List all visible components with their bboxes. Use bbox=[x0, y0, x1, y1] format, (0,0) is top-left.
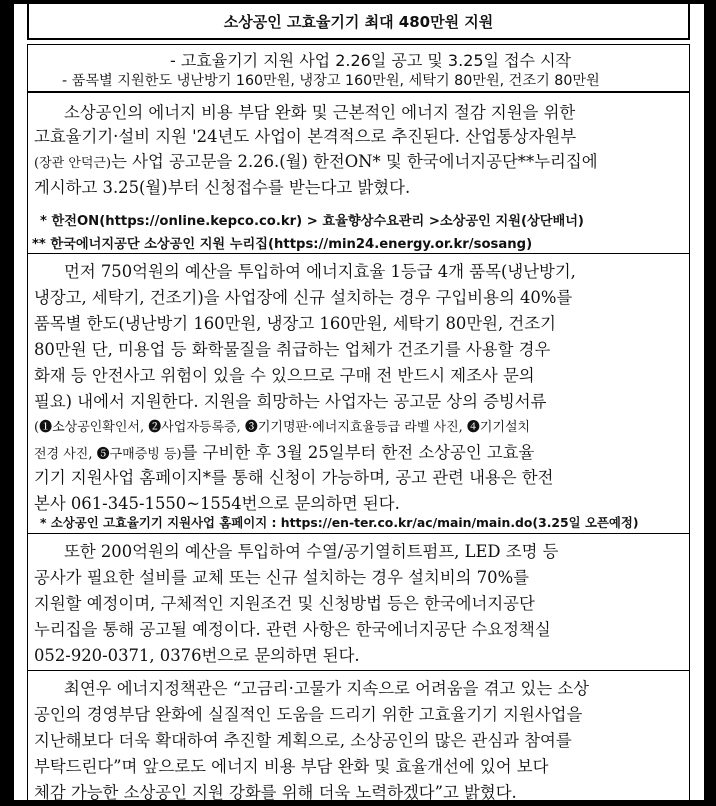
para1-line-2: 고효율기기·설비 지원 '24년도 사업이 본격적으로 추진된다. 산업통상자원부 bbox=[34, 127, 577, 146]
right-border bbox=[704, 0, 716, 806]
body-box bbox=[27, 92, 690, 800]
para2-line-10: 본사 061-345-1550~1554번으로 문의하면 된다. bbox=[34, 494, 400, 513]
para1-line-4: 게시하고 3.25(월)부터 신청접수를 받는다고 밝혔다. bbox=[34, 178, 411, 197]
separator-3 bbox=[28, 670, 689, 671]
para4-line-1: 최연우 에너지정책관은 “고금리·고물가 지속으로 어려움을 겪고 있는 소상 bbox=[64, 679, 590, 698]
separator-1 bbox=[28, 253, 689, 254]
para2-line-5: 화재 등 안전사고 위험이 있을 수 있으므로 구매 전 반드시 제조사 문의 bbox=[34, 366, 535, 385]
note-kepco: * 한전ON(https://online.kepco.co.kr) > 효율향상수요관리 >소상공인 지원(상단배너) bbox=[40, 214, 584, 229]
para4-line-2: 공인의 경영부담 완화에 실질적인 도움을 드리기 위한 고효율기기 지원사업을 bbox=[34, 705, 583, 724]
para4-line-5: 체감 가능한 소상공인 지원 강화를 위해 더욱 노력하겠다”고 밝혔다. bbox=[34, 783, 517, 802]
note-energy-agency: ** 한국에너지공단 소상공인 지원 누리집(https://min24.energy.or.kr/sosang) bbox=[32, 237, 533, 252]
para3-line-4: 누리집을 통해 공고될 예정이다. 관련 사항은 한국에너지공단 수요정책실 bbox=[34, 620, 551, 639]
para1-minister: (장관 안덕근) bbox=[34, 156, 112, 171]
headline: 소상공인 고효율기기 최대 480만원 지원 bbox=[27, 2, 690, 40]
para4-line-3: 지난해보다 더욱 확대하여 추진할 계획으로, 소상공인의 많은 관심과 참여를 bbox=[34, 731, 572, 750]
separator-2 bbox=[28, 533, 689, 534]
para4-line-4: 부탁드린다”며 앞으로도 에너지 비용 부담 완화 및 효율개선에 있어 보다 bbox=[34, 757, 549, 776]
para1-line-3 bbox=[34, 154, 598, 170]
summary-line-1: - 고효율기기 지원 사업 2.26일 공고 및 3.25일 접수 시작 bbox=[170, 51, 572, 70]
para2-line-9: 기기 지원사업 홈페이지*를 통해 신청이 가능하며, 공고 관련 내용은 한전 bbox=[34, 468, 554, 487]
para2-line-4: 80만원 단, 미용업 등 화학물질을 취급하는 업체가 건조기를 사용할 경우 bbox=[34, 340, 551, 359]
para3-line-3: 지원할 예정이며, 구체적인 지원조건 및 신청방법 등은 한국에너지공단 bbox=[34, 594, 535, 613]
para2-evidence-list: 전경 사진, ❺구매증빙 등) bbox=[34, 447, 182, 462]
para3-line-2: 공사가 필요한 설비를 교체 또는 신규 설치하는 경우 설치비의 70%를 bbox=[34, 568, 529, 587]
para1-line-3-rest: 는 사업 공고문을 2.26.(월) 한전ON* 및 한국에너지공단**누리집에 bbox=[111, 152, 598, 171]
para2-line-1: 먼저 750억원의 예산을 투입하여 에너지효율 1등급 4개 품목(냉난방기, bbox=[64, 262, 576, 281]
para2-line-8-rest: 를 구비한 후 3월 25일부터 한전 소상공인 고효율 bbox=[181, 443, 535, 462]
para1-line-1: 소상공인의 에너지 비용 부담 완화 및 근본적인 에너지 절감 지원을 위한 bbox=[64, 103, 576, 122]
para2-line-3: 품목별 한도(냉난방기 160만원, 냉장고 160만원, 세탁기 80만원, 건조기 bbox=[34, 314, 556, 333]
summary-line-2: - 품목별 지원한도 냉난방기 160만원, 냉장고 160만원, 세탁기 80만원, 건조기 80만원 bbox=[62, 73, 600, 89]
summary-box bbox=[27, 44, 690, 92]
note-homepage: * 소상공인 고효율기기 지원사업 홈페이지 : https://en-ter.co.kr/ac/main/main.do(3.25일 오픈예정) bbox=[40, 515, 639, 530]
para2-line-7: (❶소상공인확인서, ❷사업자등록증, ❸기기명판·에너지효율등급 라벨 사진, ❹기기설치 bbox=[34, 420, 531, 435]
para3-line-1: 또한 200억원의 예산을 투입하여 수열/공기열히트펌프, LED 조명 등 bbox=[64, 542, 559, 561]
para3-line-5: 052-920-0371, 0376번으로 문의하면 된다. bbox=[34, 646, 360, 665]
para2-line-8 bbox=[34, 445, 534, 461]
para2-line-2: 냉장고, 세탁기, 건조기)을 사업장에 신규 설치하는 경우 구입비용의 40%를 bbox=[34, 288, 573, 307]
para2-line-6: 필요) 내에서 지원한다. 지원을 희망하는 사업자는 공고문 상의 증빙서류 bbox=[34, 392, 547, 411]
left-border bbox=[0, 0, 14, 806]
